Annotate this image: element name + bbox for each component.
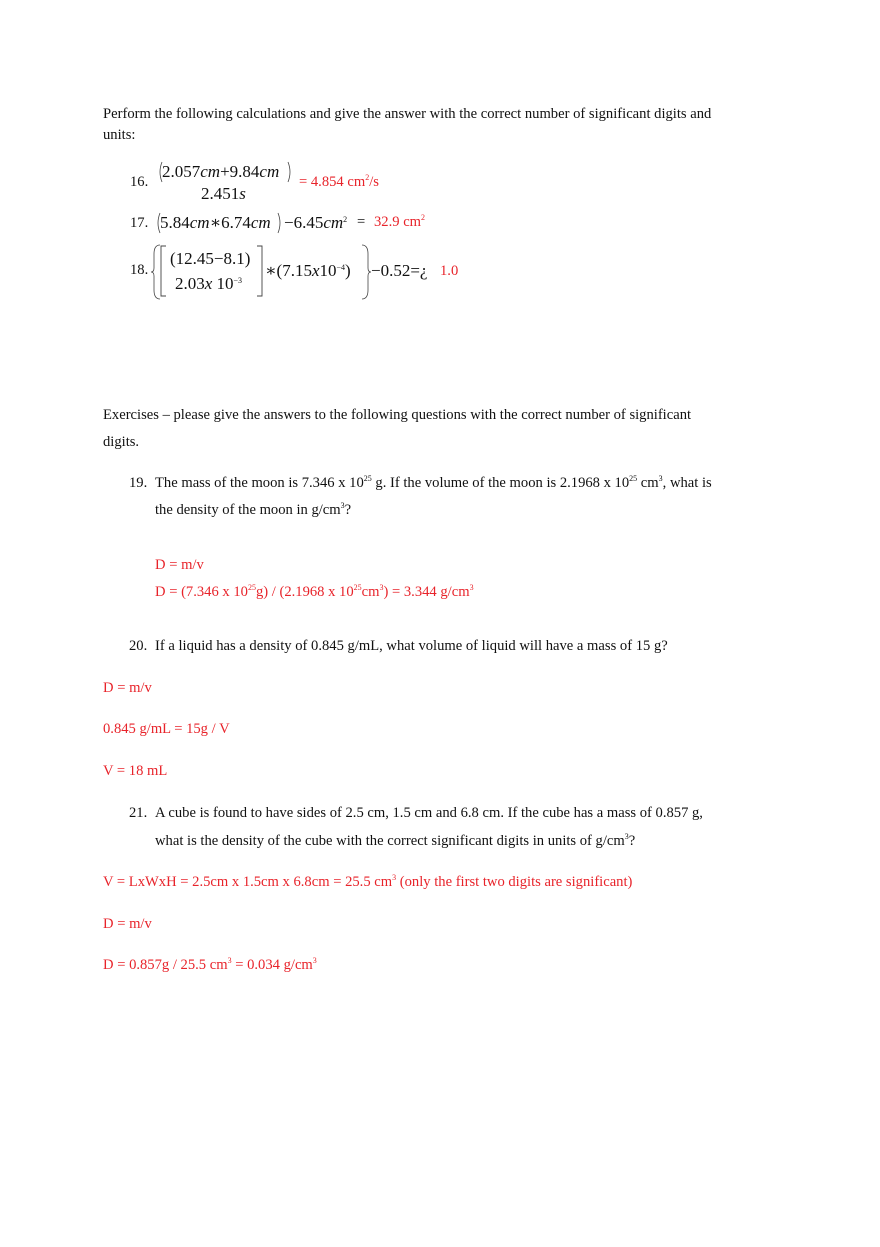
calc-18-number: 18. [130, 262, 149, 278]
calc-18-den-a: 2.03 [175, 274, 205, 293]
calc-18-left-bracket [159, 245, 167, 297]
q19-l1-c: cm [637, 475, 659, 491]
q21-a3-sup2: 3 [312, 956, 317, 965]
calc-16-number: 16. [130, 174, 149, 190]
calc-18-right-bracket [256, 245, 264, 297]
calc-18-numerator: (12.45−8.1) [170, 249, 251, 268]
q19-a2-sup4: 3 [469, 583, 474, 592]
q20-number: 20. [129, 638, 148, 654]
calc-17-minus: −6.45 [284, 213, 324, 232]
q19-l1-d: , what is [662, 475, 712, 491]
q21-a3-a: D = 0.857g / 25.5 cm [103, 957, 228, 973]
q21-number: 21. [129, 805, 148, 821]
q19-l2-b: ? [344, 502, 352, 518]
calc-18-answer: 1.0 [440, 263, 459, 279]
q19-l1-a: The mass of the moon is 7.346 x 10 [155, 475, 364, 491]
q19-number: 19. [129, 475, 148, 491]
q19-a2-sup1: 25 [247, 583, 256, 592]
q19-answer-1: D = m/v [155, 557, 204, 573]
q20-answer-1: D = m/v [103, 680, 152, 696]
calc-18-den-exp: −3 [233, 276, 243, 285]
q19-l2-a: the density of the moon in g/cm [155, 502, 341, 518]
q21-a1-a: V = LxWxH = 2.5cm x 1.5cm x 6.8cm = 25.5 cm [103, 874, 393, 890]
calc-17-answer-sup: 2 [421, 213, 426, 222]
calc-16-den-value: 2.451 [201, 184, 240, 203]
calc-17-number: 17. [130, 215, 149, 231]
exercises-intro-line-1: Exercises – please give the answers to the following questions with the correct number of significant [103, 407, 692, 423]
calc-18-times-term [265, 262, 351, 279]
calc-17-unit-c-sup: 2 [343, 215, 348, 224]
q21-answer-2: D = m/v [103, 916, 152, 932]
calc-18-times-x: x [311, 261, 320, 280]
q19-line-1 [155, 476, 712, 491]
intro-line-1: Perform the following calculations and give the answer with the correct number of significant digits and [103, 106, 712, 122]
calc-17-b: 6.74 [221, 213, 251, 232]
calc-16-num-unit-b: cm [259, 162, 280, 181]
calc-17-unit-a: cm [189, 213, 210, 232]
calc-16-num-a: 2.057 [162, 162, 201, 181]
q19-a2-b: g) / (2.1968 x 10 [255, 584, 354, 600]
q19-a2-a: D = (7.346 x 10 [155, 584, 248, 600]
q20-text: If a liquid has a density of 0.845 g/mL, what volume of liquid will have a mass of 15 g? [155, 638, 668, 654]
calc-16-num-unit-a: cm [200, 162, 221, 181]
calc-17-unit-c: cm [323, 213, 344, 232]
q21-l2-sup: 3 [624, 832, 629, 841]
q21-a1-b: (only the first two digits are significant) [396, 874, 633, 890]
q19-a2-sup2: 25 [353, 583, 362, 592]
q19-l1-sup3: 3 [658, 474, 663, 483]
calc-17-unit-b: cm [250, 213, 271, 232]
calc-18-den-b: 10 [216, 274, 234, 293]
calc-16-num-b: 9.84 [229, 162, 260, 181]
calc-16-answer-value: = 4.854 cm [299, 174, 366, 190]
q19-l2-sup: 3 [340, 501, 345, 510]
calc-16-denominator [201, 185, 246, 202]
q21-a1-sup: 3 [392, 873, 397, 882]
calc-17-op: ∗ [209, 213, 222, 232]
q21-answer-3 [103, 958, 317, 973]
q19-a2-sup3: 3 [379, 583, 384, 592]
q21-line-2 [155, 834, 635, 849]
calc-16-den-unit: s [239, 184, 246, 203]
calc-16-answer [299, 175, 379, 190]
q20-answer-3: V = 18 mL [103, 763, 168, 779]
q19-l1-sup1: 25 [363, 474, 372, 483]
calc-17-answer [374, 215, 425, 230]
q21-l2-a: what is the density of the cube with the correct significant digits in units of g/cm [155, 833, 625, 849]
q19-l1-sup2: 25 [629, 474, 638, 483]
q20-answer-2: 0.845 g/mL = 15g / V [103, 721, 230, 737]
q19-l1-b: g. If the volume of the moon is 2.1968 x 10 [371, 475, 630, 491]
calc-18-times-exp: −4 [336, 263, 346, 272]
calc-18-den-x: x [204, 274, 213, 293]
calc-17-a: 5.84 [160, 213, 190, 232]
calc-18-tail: −0.52=¿ [371, 261, 428, 280]
q19-line-2 [155, 503, 351, 518]
calc-17-right-paren [277, 212, 283, 234]
q21-a3-sup: 3 [227, 956, 232, 965]
calc-17-minus-term [284, 214, 347, 231]
q21-l2-b: ? [628, 833, 636, 849]
intro-line-2: units: [103, 127, 136, 143]
calc-18-times-close: ) [345, 261, 351, 280]
q19-a2-c: cm [361, 584, 380, 600]
calc-18-denominator [175, 275, 242, 292]
calc-18-times: ∗(7.15 [265, 261, 312, 280]
calc-17-equals: = [357, 214, 366, 230]
calc-16-right-paren [287, 161, 293, 183]
calc-16-answer-suffix: /s [369, 174, 379, 190]
exercises-intro-line-2: digits. [103, 434, 140, 450]
calc-16-num-op: + [220, 162, 230, 181]
calc-18-times-b: 10 [319, 261, 337, 280]
q19-answer-2 [155, 585, 474, 600]
q21-answer-1 [103, 875, 632, 890]
calc-17-answer-value: 32.9 cm [374, 214, 422, 230]
calc-16-answer-sup: 2 [365, 173, 370, 182]
calc-16-numerator [162, 163, 279, 180]
q19-a2-d: ) = 3.344 g/cm [383, 584, 470, 600]
calc-17-expression [160, 214, 271, 231]
q21-line-1: A cube is found to have sides of 2.5 cm, 1.5 cm and 6.8 cm. If the cube has a mass of 0.857 g, [155, 805, 703, 821]
q21-a3-b: = 0.034 g/cm [231, 957, 313, 973]
